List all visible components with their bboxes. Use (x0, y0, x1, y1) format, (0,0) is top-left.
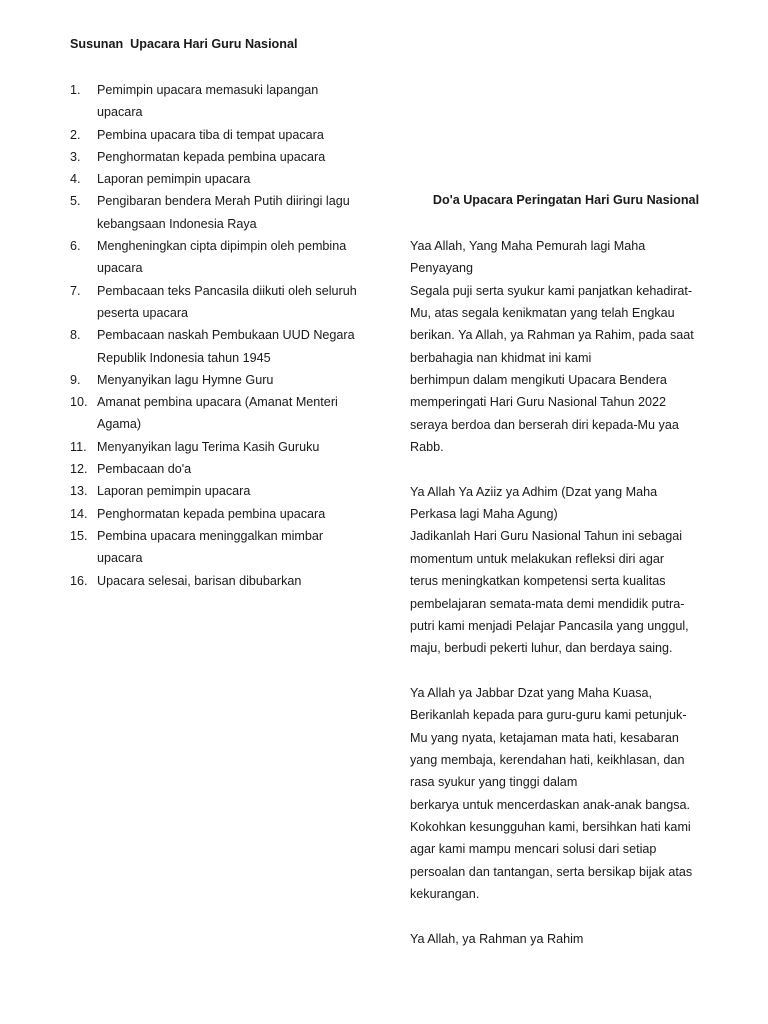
prayer-line: terus meningkatkan kompetensi serta kualitas (410, 574, 666, 589)
step-text (97, 79, 390, 124)
list-item (70, 280, 390, 325)
step-text (97, 235, 390, 280)
prayer-line: putri kami menjadi Pelajar Pancasila yang unggul, (410, 618, 689, 633)
step-text-line: Amanat pembina upacara (Amanat Menteri (97, 395, 338, 410)
step-text-line: upacara (97, 551, 143, 566)
prayer-line: yang membaja, kerendahan hati, keikhlasan, dan (410, 752, 685, 767)
step-text-line: Pengibaran bendera Merah Putih diiringi lagu (97, 194, 350, 209)
step-text-line: Pembacaan do'a (97, 462, 192, 477)
list-item (70, 570, 390, 592)
prayer-line: seraya berdoa dan berserah diri kepada-Mu yaa (410, 417, 679, 432)
list-item (70, 458, 390, 480)
list-item (70, 190, 390, 235)
step-number: 11. (70, 439, 87, 454)
prayer-line: Segala puji serta syukur kami panjatkan kehadirat- (410, 283, 693, 298)
step-number: 3. (70, 149, 81, 164)
ceremony-steps-list (70, 79, 390, 592)
prayer-line: berhimpun dalam mengikuti Upacara Bendera (410, 373, 667, 388)
step-text-line: Upacara selesai, barisan dibubarkan (97, 573, 302, 588)
prayer-line: pembelajaran semata-mata demi mendidik putra- (410, 596, 685, 611)
step-text-line: kebangsaan Indonesia Raya (97, 216, 257, 231)
step-text-line: upacara (97, 261, 143, 276)
prayer-line: agar kami mampu mencari solusi dari setiap (410, 842, 657, 857)
step-text-line: Pemimpin upacara memasuki lapangan (97, 83, 319, 97)
step-text (97, 146, 390, 168)
prayer-line (410, 458, 726, 480)
step-number: 6. (70, 239, 81, 254)
prayer-line: berkarya untuk mencerdaskan anak-anak bangsa. (410, 797, 691, 812)
list-item (70, 146, 390, 168)
list-item (70, 79, 390, 124)
prayer-line: momentum untuk melakukan refleksi diri agar (410, 551, 665, 566)
list-item (70, 235, 390, 280)
step-text (97, 324, 390, 369)
step-text-line: Agama) (97, 417, 142, 432)
step-text-line: Pembina upacara tiba di tempat upacara (97, 127, 324, 142)
step-number: 7. (70, 283, 81, 298)
prayer-line: Penyayang (410, 261, 474, 276)
prayer-line: Jadikanlah Hari Guru Nasional Tahun ini sebagai (410, 529, 683, 544)
step-text (97, 525, 390, 570)
step-text (97, 190, 390, 235)
step-text-line: Pembacaan teks Pancasila diikuti oleh seluruh (97, 283, 357, 298)
step-number: 4. (70, 172, 81, 187)
prayer-line: rasa syukur yang tinggi dalam (410, 775, 578, 790)
prayer-line: Perkasa lagi Maha Agung) (410, 507, 558, 522)
prayer-text (410, 235, 726, 950)
prayer-line: Kokohkan kesungguhan kami, bersihkan hati kami (410, 819, 691, 834)
list-item (70, 525, 390, 570)
step-number: 8. (70, 328, 81, 343)
prayer-line: Berikanlah kepada para guru-guru kami petunjuk- (410, 708, 687, 723)
step-text (97, 168, 390, 190)
list-item (70, 168, 390, 190)
prayer-line: Ya Allah Ya Aziiz ya Adhim (Dzat yang Maha (410, 484, 658, 499)
step-text-line: Laporan pemimpin upacara (97, 172, 251, 187)
prayer-line: berbahagia nan khidmat ini kami (410, 350, 592, 365)
step-text-line: Pembina upacara meninggalkan mimbar (97, 528, 324, 543)
step-text-line: Menyanyikan lagu Hymne Guru (97, 372, 274, 387)
step-text (97, 436, 390, 458)
step-number: 15. (70, 528, 88, 543)
prayer-line: persoalan dan tantangan, serta bersikap bijak atas (410, 864, 693, 879)
step-text-line: Mengheningkan cipta dipimpin oleh pembina (97, 239, 347, 254)
step-text-line: Penghormatan kepada pembina upacara (97, 149, 326, 164)
prayer-line: berikan. Ya Allah, ya Rahman ya Rahim, pada saat (410, 328, 694, 343)
step-number: 10. (70, 395, 88, 410)
prayer-line: maju, berbudi pekerti luhur, dan berdaya saing. (410, 641, 673, 656)
list-item (70, 369, 390, 391)
step-number: 12. (70, 462, 88, 477)
step-text-line: upacara (97, 105, 143, 120)
step-number: 2. (70, 127, 81, 142)
prayer-line: Mu, atas segala kenikmatan yang telah Engkau (410, 306, 675, 321)
step-text (97, 480, 390, 502)
step-number: 14. (70, 506, 88, 521)
step-text (97, 503, 390, 525)
step-number: 9. (70, 372, 81, 387)
list-item (70, 391, 390, 436)
step-number: 5. (70, 194, 81, 209)
list-item (70, 124, 390, 146)
step-text (97, 369, 390, 391)
step-text-line: Laporan pemimpin upacara (97, 484, 251, 499)
list-item (70, 324, 390, 369)
step-number: 1. (70, 83, 81, 97)
prayer-line: Rabb. (410, 440, 444, 455)
step-number: 16. (70, 573, 88, 588)
step-text-line: Republik Indonesia tahun 1945 (97, 350, 271, 365)
step-text (97, 124, 390, 146)
step-text-line: Menyanyikan lagu Terima Kasih Guruku (97, 439, 320, 454)
step-text (97, 391, 390, 436)
list-item (70, 480, 390, 502)
step-text-line: Pembacaan naskah Pembukaan UUD Negara (97, 328, 355, 343)
list-item (70, 436, 390, 458)
prayer-title: Do'a Upacara Peringatan Hari Guru Nasional (432, 193, 700, 207)
prayer-line: Ya Allah, ya Rahman ya Rahim (410, 931, 584, 946)
prayer-line (410, 660, 726, 682)
ceremony-order-title: Susunan Upacara Hari Guru Nasional (70, 37, 298, 51)
prayer-line: Mu yang nyata, ketajaman mata hati, kesabaran (410, 730, 679, 745)
step-number: 13. (70, 484, 88, 499)
step-text (97, 570, 390, 592)
prayer-line (410, 905, 726, 927)
prayer-line: Yaa Allah, Yang Maha Pemurah lagi Maha (410, 239, 646, 253)
step-text (97, 458, 390, 480)
prayer-line: Ya Allah ya Jabbar Dzat yang Maha Kuasa, (410, 685, 652, 700)
step-text-line: Penghormatan kepada pembina upacara (97, 506, 326, 521)
step-text (97, 280, 390, 325)
prayer-line: kekurangan. (410, 886, 480, 901)
prayer-line: memperingati Hari Guru Nasional Tahun 2022 (410, 395, 666, 410)
list-item (70, 503, 390, 525)
step-text-line: peserta upacara (97, 305, 189, 320)
